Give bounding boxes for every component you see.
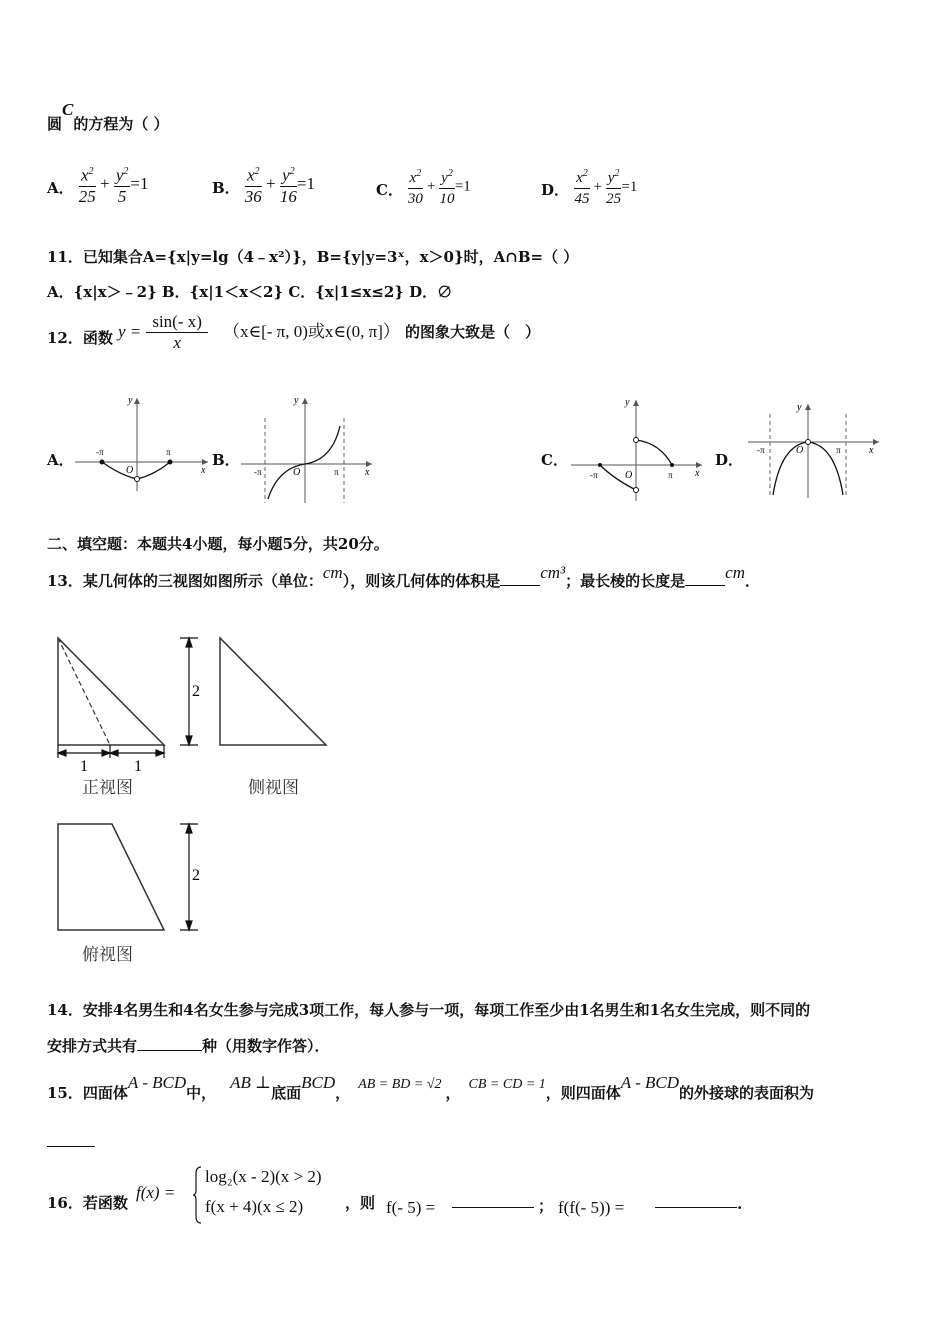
svg-text:-π: -π <box>96 447 104 457</box>
svg-text:O: O <box>293 467 301 478</box>
q15-answer-blank[interactable] <box>47 1146 95 1147</box>
q16-sep: ； <box>538 1197 554 1215</box>
q11-options: A．{x|x＞﹣2} B．{x|1＜x＜2} C．{x|1≤x≤2} D．∅ <box>47 283 453 301</box>
svg-text:-π: -π <box>757 445 765 455</box>
svg-text:O: O <box>126 465 134 476</box>
q10-option-c: C． $\frac{x^2}{30}$ + $\frac{y^2}{10}$ =1 <box>376 164 471 209</box>
svg-text:x: x <box>201 465 206 476</box>
q16-e2: f(f(- 5)) = <box>558 1198 625 1217</box>
q12-label-c: C． <box>541 451 568 469</box>
q12-label-a: A． <box>47 451 74 469</box>
q16-f: f(x) = <box>136 1183 176 1202</box>
svg-text:O: O <box>625 470 633 481</box>
top-view-caption: 俯视图 <box>82 945 133 965</box>
q15-stem: 15．四面体A - BCD中，AB ⊥底面BCD， AB = BD = √2 ， CB = CD = 1，则四面体A - BCD的外接球的表面积为 <box>47 1073 815 1102</box>
q13-stem: 13．某几何体的三视图如图所示（单位：cm），则该几何体的体积是 cm³；最长棱的长度是 cm． <box>47 563 761 590</box>
q10-stem: 圆C的方程为（ ） <box>47 100 169 133</box>
top-view <box>58 824 164 930</box>
q12-label-d: D． <box>715 451 744 469</box>
q12-graph-b <box>238 393 378 505</box>
q10-option-b: B． $\frac{x^2}{36}$ + $\frac{y^2}{16}$ =1 <box>212 162 315 207</box>
q16-ze: ，则 <box>345 1194 376 1212</box>
q16-e1: f(- 5) = <box>386 1198 436 1217</box>
svg-text:π: π <box>166 447 171 457</box>
q12-graph-c <box>568 395 708 503</box>
svg-text:y: y <box>625 397 630 408</box>
left-brace-icon <box>193 1166 203 1224</box>
svg-text:π: π <box>836 445 841 455</box>
svg-text:2: 2 <box>192 867 200 884</box>
q11-stem: 11．已知集合A={x|y=lg（4﹣x²）}，B={y|y=3ˣ，x＞0}时，A∩B=（ ） <box>47 248 579 266</box>
svg-text:π: π <box>334 467 339 477</box>
side-view-caption: 侧视图 <box>248 778 299 798</box>
svg-text:x: x <box>869 445 874 456</box>
svg-text:1: 1 <box>80 758 88 775</box>
svg-text:-π: -π <box>590 470 598 480</box>
svg-text:-π: -π <box>254 467 262 477</box>
svg-text:x: x <box>695 468 700 479</box>
svg-text:1: 1 <box>134 758 142 775</box>
q16-case2: f(x + 4)(x ≤ 2) <box>205 1197 304 1216</box>
svg-text:y: y <box>294 395 299 406</box>
svg-text:2: 2 <box>192 683 200 700</box>
q16-answer-blank-1[interactable] <box>452 1207 534 1208</box>
svg-text:y: y <box>797 402 802 413</box>
q12-graph-d <box>745 400 885 500</box>
svg-text:O: O <box>796 445 804 456</box>
q16-case1: log₂(x - 2)(x > 2) <box>205 1167 322 1186</box>
q12-label-b: B． <box>212 451 240 469</box>
q12-graph-a <box>70 393 210 493</box>
side-view <box>220 638 326 745</box>
front-dimension <box>58 745 164 758</box>
q13-three-views <box>52 632 342 972</box>
q16-num: 16．若函数 <box>47 1194 128 1212</box>
q16-answer-blank-2[interactable] <box>655 1207 737 1208</box>
q10-option-d: D． $\frac{x^2}{45}$ + $\frac{y^2}{25}$ =1 <box>541 164 637 209</box>
svg-text:x: x <box>365 467 370 478</box>
svg-text:π: π <box>668 470 673 480</box>
q10-option-a: A． $\frac{x^2}{25}$ + $\frac{y^2}{5}$ =1 <box>47 162 148 207</box>
svg-text:y: y <box>128 395 133 406</box>
q16-end: . <box>737 1195 743 1213</box>
q14-line1: 14．安排4名男生和4名女生参与完成3项工作，每人参与一项，每项工作至少由1名男生和1名女生完成，则不同的 <box>47 1001 811 1019</box>
section-2-heading: 二、填空题：本题共4小题，每小题5分，共20分。 <box>47 535 389 553</box>
front-view <box>58 638 164 745</box>
q14-line2: 安排方式共有 种（用数字作答）． <box>47 1037 330 1055</box>
q12-stem: 12．函数 y = $\frac{\sin(- x)}{x}$ （x∈[- π, 0)或x∈(0, π]） 的图象大致是（ ） <box>47 312 541 352</box>
front-view-caption: 正视图 <box>82 778 133 798</box>
